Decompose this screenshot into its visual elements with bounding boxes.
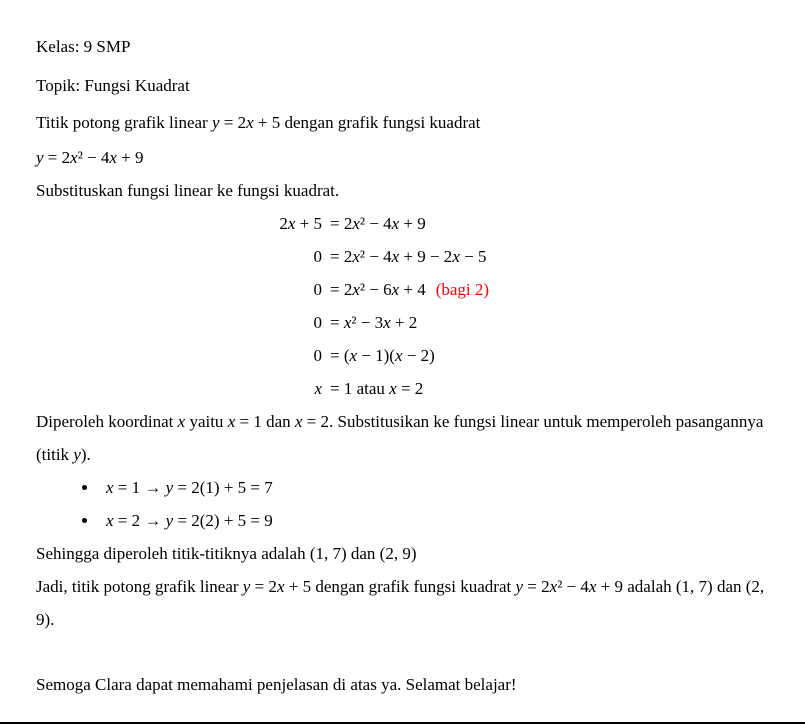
equation-rhs: = 2x² − 6x + 4 [330, 280, 426, 299]
topic-line: Topik: Fungsi Kuadrat [36, 76, 190, 95]
points-summary: Sehingga diperoleh titik-titiknya adalah (1, 7) dan (2, 9) [36, 544, 417, 563]
equation-lhs: 0 [313, 280, 322, 299]
x-equals-1: x = 1 [227, 412, 262, 431]
substitution-x2: x = 2 → y = 2(2) + 5 = 9 [106, 511, 273, 530]
conclusion-quadratic-eq: y = 2x² − 4x + 9 [515, 577, 624, 596]
page-bottom-edge [0, 722, 805, 724]
equation-step-5 [36, 339, 769, 372]
bullet-item [99, 504, 769, 537]
conclusion-text-1: Jadi, titik potong grafik linear [36, 577, 243, 596]
intro-text-pre: Titik potong grafik linear [36, 113, 212, 132]
substitution-x1: x = 1 → y = 2(1) + 5 = 7 [106, 478, 273, 497]
equation-rhs: = (x − 1)(x − 2) [330, 346, 435, 365]
equation-step-6 [36, 372, 769, 405]
equation-lhs: 0 [313, 247, 322, 266]
quadratic-equation: y = 2x² − 4x + 9 [36, 148, 144, 167]
equation-lhs: 0 [313, 346, 322, 365]
substitute-instruction: Substituskan fungsi linear ke fungsi kuadrat. [36, 181, 340, 200]
quadratic-equation-line [36, 141, 769, 174]
equation-rhs [330, 372, 423, 405]
conclusion-text-2: dengan grafik fungsi kuadrat [311, 577, 516, 596]
derivation-block [36, 207, 769, 405]
equation-lhs: 0 [313, 313, 322, 332]
atau-text: atau [356, 379, 385, 398]
bullet-list [36, 471, 769, 537]
equation-step-4 [36, 306, 769, 339]
solution-x1: = 1 [330, 379, 357, 398]
coords-text-5: ). [80, 445, 91, 464]
equation-rhs: = x² − 3x + 2 [330, 313, 418, 332]
division-note: (bagi 2) [435, 280, 490, 299]
linear-equation-inline: y = 2x + 5 [211, 113, 281, 132]
equation-rhs: = 2x² − 4x + 9 − 2x − 5 [330, 247, 487, 266]
coordinates-paragraph [36, 405, 769, 471]
x-variable: x [177, 412, 186, 431]
intro-paragraph [36, 105, 769, 141]
equation-step-2 [36, 240, 769, 273]
conclusion-linear-eq: y = 2x + 5 [242, 577, 312, 596]
bullet-item [99, 471, 769, 504]
solution-x2: x = 2 [389, 379, 424, 398]
y-variable: y [73, 445, 81, 464]
conclusion-text-3: adalah (1, 7) dan (2, 9). [36, 577, 765, 629]
coords-text-2: yaitu [185, 412, 228, 431]
equation-lhs: 2x + 5 [279, 214, 322, 233]
equation-step-3 [36, 273, 769, 306]
class-line: Kelas: 9 SMP [36, 37, 131, 56]
equation-step-1 [36, 207, 769, 240]
equation-lhs: x [314, 379, 322, 398]
x-equals-2: x = 2 [294, 412, 330, 431]
coords-text-1: Diperoleh koordinat [36, 412, 178, 431]
intro-text-post: dengan grafik fungsi kuadrat [280, 113, 481, 132]
conclusion-paragraph [36, 570, 769, 636]
coords-text-4: . Substitusikan ke fungsi linear untuk memperoleh pasangannya (titik [36, 412, 764, 464]
coords-text-3: dan [261, 412, 295, 431]
closing-message: Semoga Clara dapat memahami penjelasan di atas ya. Selamat belajar! [36, 675, 517, 694]
equation-rhs: = 2x² − 4x + 9 [330, 214, 426, 233]
